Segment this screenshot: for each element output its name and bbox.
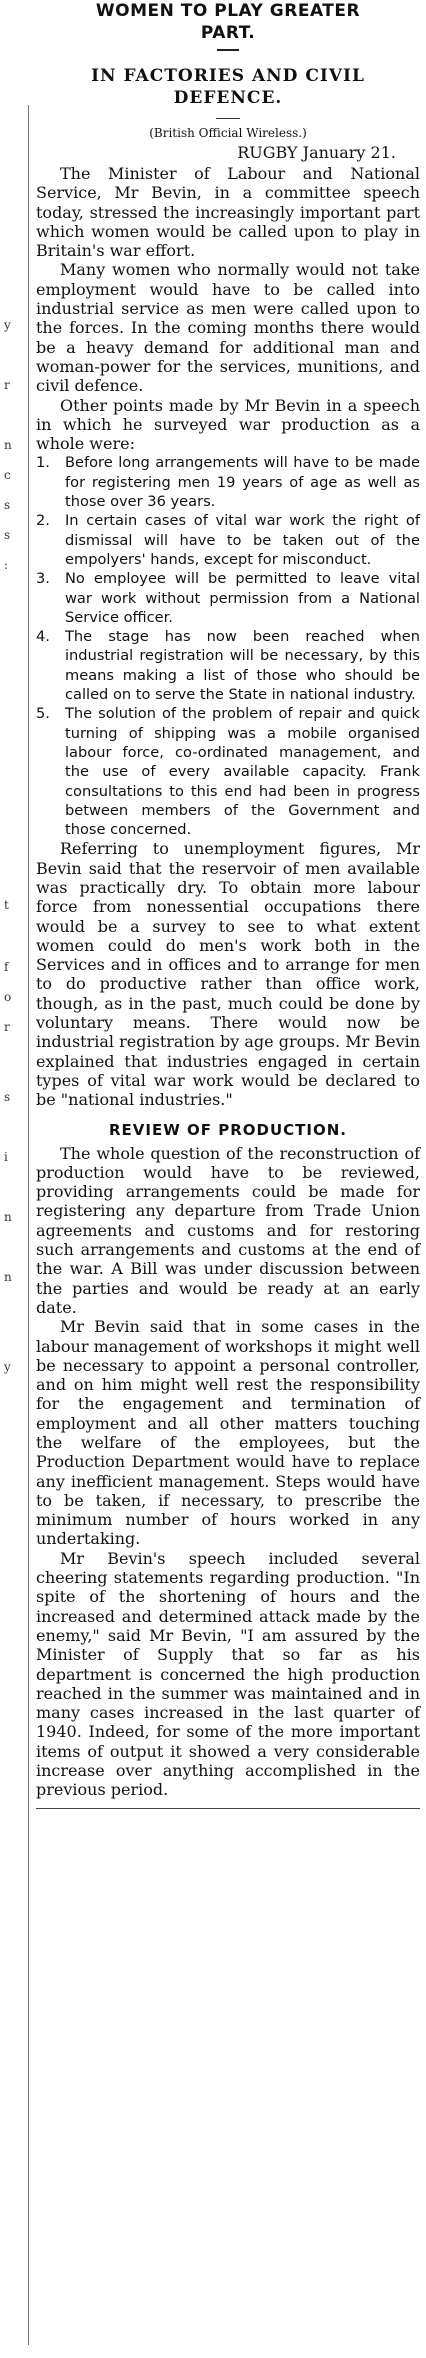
list-item bbox=[36, 569, 420, 627]
paragraph: Mr Bevin's speech included several cheering statements regarding production. "In spite of the shortening of hours and the increased and determined attack made by the enemy," said Mr Bevin, "I am assured by the Minister of Supply that so far as his department is concerned the high production reached in the summer was maintained and in many cases increased in the last quarter of 1940. Indeed, for some of the more important items of output it showed a very considerable increase over anything accomplished in the previous period. bbox=[36, 1548, 420, 1800]
bottom-rule bbox=[36, 1808, 420, 1809]
margin-fragment: : bbox=[4, 558, 9, 572]
list-number: 3. bbox=[36, 570, 50, 588]
headline bbox=[36, 0, 420, 44]
column-divider bbox=[28, 105, 29, 2345]
margin-fragment: y bbox=[4, 318, 11, 332]
margin-fragment: o bbox=[4, 990, 12, 1004]
list-item-text: In certain cases of vital war work the right of dismissal will have to be taken out of the empolyers' hands, except for misconduct. bbox=[65, 512, 420, 568]
list-item-text: Before long arrangements will have to be made for registering men 19 years of age as well as those over 36 years. bbox=[65, 454, 420, 511]
headline-line-2: PART. bbox=[200, 23, 256, 43]
headline-rule bbox=[217, 49, 239, 51]
paragraph: Mr Bevin said that in some cases in the labour management of workshops it might well be necessary to appoint a personal controller, and on him might well rest the responsibility for the engagement and termination of employment and all other matters touching the welfare of the employees, but the Production Department would have to replace any inefficient management. Steps would have to be taken, if necessary, to prescribe the minimum number of hours worked in any undertaking. bbox=[36, 1317, 420, 1549]
margin-fragment: s bbox=[4, 498, 11, 512]
list-number: 2. bbox=[36, 512, 50, 530]
list-number: 1. bbox=[36, 454, 50, 472]
margin-fragment: i bbox=[4, 1150, 8, 1164]
margin-fragment: s bbox=[4, 528, 11, 542]
subheadline-rule bbox=[216, 118, 240, 119]
margin-fragment: r bbox=[4, 378, 10, 392]
subheadline-line-2: DEFENCE. bbox=[173, 88, 283, 108]
paragraph: Referring to unemployment figures, Mr Bevin said that the reservoir of men available was practically dry. To obtain more labour force from nonessential occupations there would be a survey to see to what extent women could do men's work both in the Services and in offices and to arrange for men to do productive rather than office work, though, as in the past, much could be done by voluntary means. There would now be industrial registration by age groups. Mr Bevin explained that industries engaged in certain types of vital war work would be declared to be "national industries." bbox=[36, 839, 420, 1110]
margin-fragment: s bbox=[4, 1090, 11, 1104]
dateline: RUGBY January 21. bbox=[237, 143, 396, 162]
margin-fragment: c bbox=[4, 468, 11, 482]
list-item bbox=[36, 453, 420, 511]
subheadline-line-1: IN FACTORIES AND CIVIL bbox=[91, 66, 365, 86]
list-item-text: The stage has now been reached when industrial registration will be necessary, by this means making a list of those who should be called on to serve the State in national industry. bbox=[65, 628, 420, 704]
list-item bbox=[36, 627, 420, 704]
list-item bbox=[36, 511, 420, 569]
margin-fragment: n bbox=[4, 1270, 12, 1284]
list-number: 5. bbox=[36, 705, 50, 723]
margin-fragment: f bbox=[4, 960, 9, 974]
section-heading: REVIEW OF PRODUCTION. bbox=[109, 1120, 347, 1139]
margin-fragment: n bbox=[4, 438, 12, 452]
numbered-points bbox=[36, 453, 420, 839]
paragraph: The Minister of Labour and National Service, Mr Bevin, in a committee speech today, stressed the increasingly important part which women would be called upon to play in Britain's war effort. bbox=[36, 164, 420, 261]
wire-credit: (British Official Wireless.) bbox=[149, 126, 307, 140]
paragraph: Many women who normally would not take employment would have to be called into industrial service as men were called upon to the forces. In the coming months there would be a heavy demand for additional man and woman-power for the services, munitions, and civil defence. bbox=[36, 260, 420, 396]
paragraph: Other points made by Mr Bevin in a speech in which he surveyed war production as a whole were: bbox=[36, 395, 420, 454]
article-column bbox=[36, 0, 420, 1809]
paragraph: The whole question of the reconstruction of production would have to be reviewed, providing arrangements could be made for registering any departure from Trade Union agreements and customs and for restoring such arrangements and customs at the end of the war. A Bill was under discussion between the parties and would be ready at an early date. bbox=[36, 1143, 420, 1317]
margin-fragment: n bbox=[4, 1210, 12, 1224]
headline-line-1: WOMEN TO PLAY GREATER bbox=[95, 1, 361, 21]
subheadline bbox=[36, 65, 420, 109]
list-item bbox=[36, 704, 420, 839]
margin-fragment: r bbox=[4, 1020, 10, 1034]
list-number: 4. bbox=[36, 628, 50, 646]
list-item-text: The solution of the problem of repair and quick turning of shipping was a mobile organised labour force, co-ordinated management, and the use of every available capacity. Frank consultations to this end had been in progress between members of the Government and those concerned. bbox=[65, 705, 420, 839]
margin-fragment: y bbox=[4, 1360, 11, 1374]
margin-fragment: t bbox=[4, 898, 9, 912]
list-item-text: No employee will be permitted to leave vital war work without permission from a National Service officer. bbox=[65, 570, 420, 626]
